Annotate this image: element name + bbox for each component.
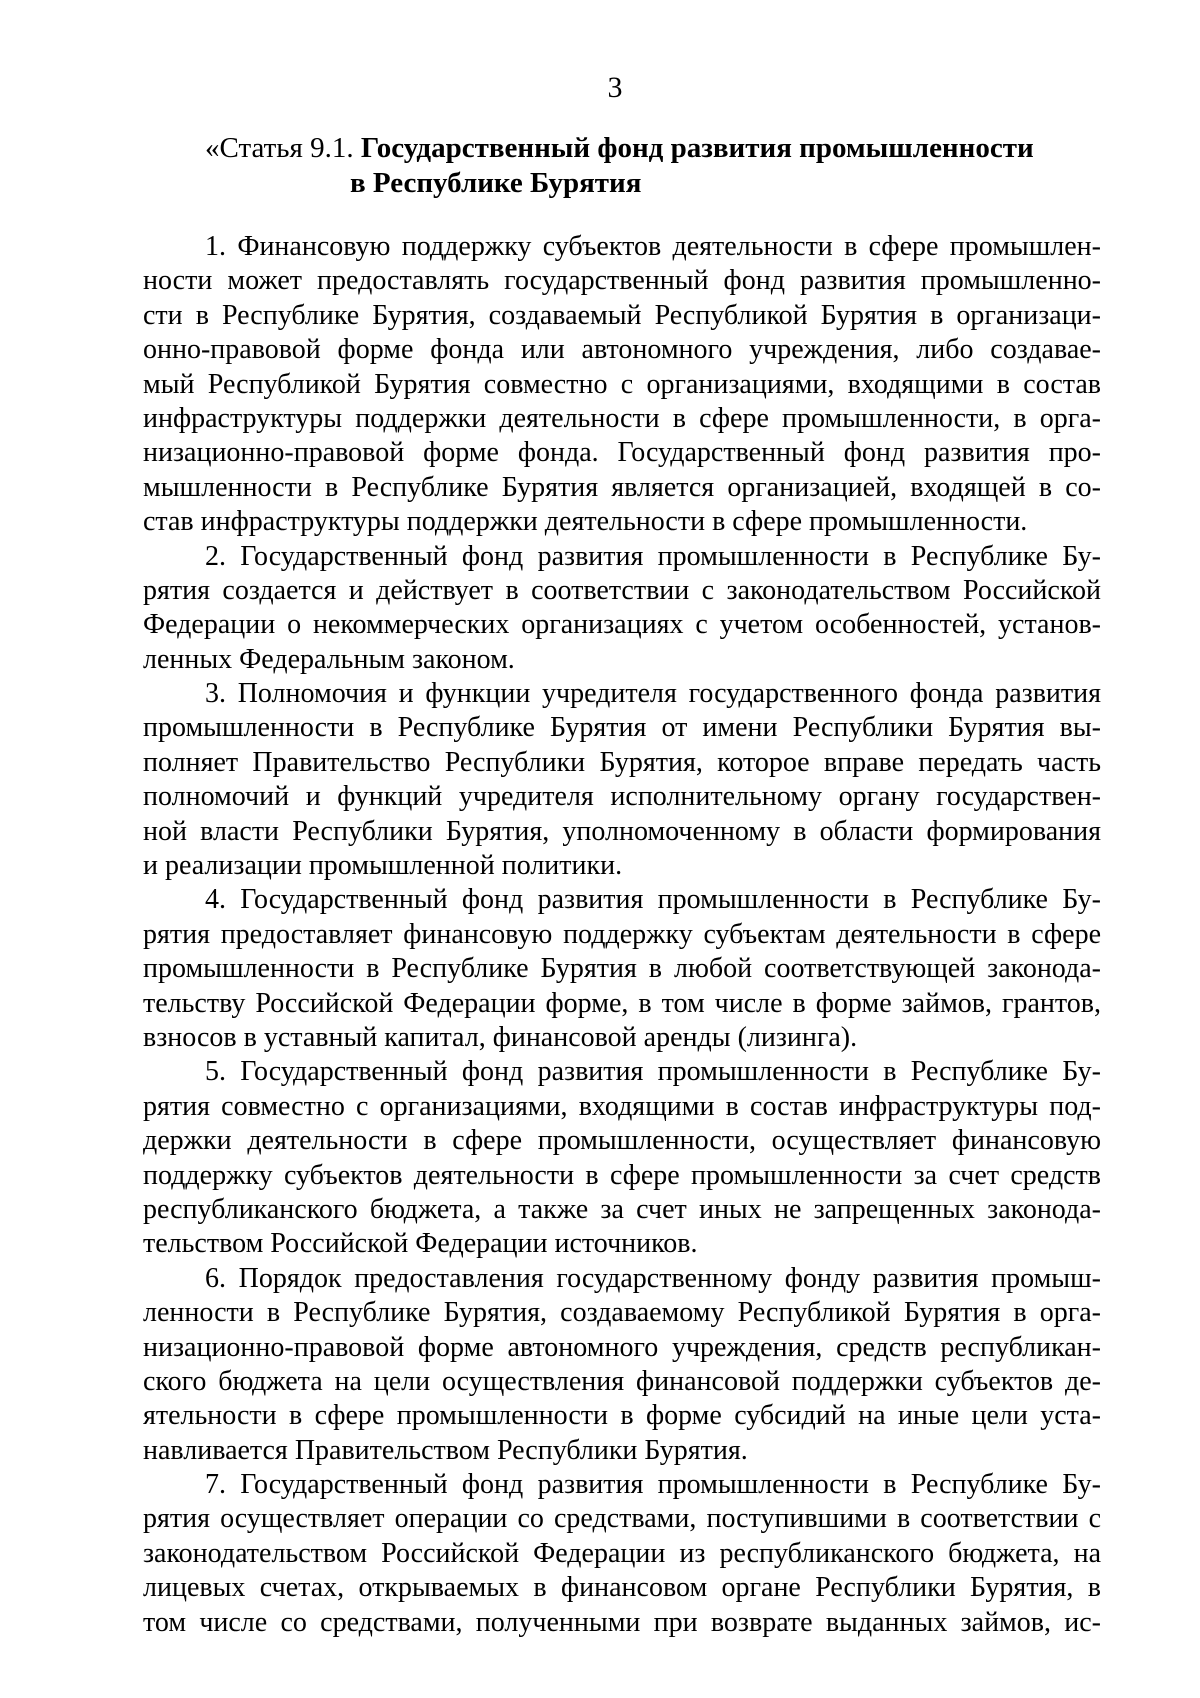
article-heading [205, 131, 1105, 201]
paragraph-line: рятия осуществляет операции со средствами, поступившими в соответствии с [143, 1503, 1101, 1535]
paragraph-line: законодательством Российской Федерации из республиканского бюджета, на [143, 1537, 1101, 1569]
paragraph-line: сти в Республике Бурятия, создаваемый Республикой Бурятия в организаци- [143, 299, 1101, 331]
paragraph-6 [143, 1262, 1101, 1468]
paragraph-line: 6. Порядок предоставления государственному фонду развития промыш- [205, 1262, 1101, 1294]
paragraph-line: 4. Государственный фонд развития промышленности в Республике Бу- [205, 884, 1101, 916]
paragraph-line: республиканского бюджета, а также за счет иных не запрещенных законода- [143, 1193, 1101, 1225]
article-prefix: «Статья 9.1. [205, 132, 361, 164]
article-title-line1: Государственный фонд развития промышленности [360, 132, 1034, 164]
article-title-line2: в Республике Бурятия [350, 167, 642, 199]
paragraph-line: Федерации о некоммерческих организациях с учетом особенностей, установ- [143, 609, 1101, 641]
paragraph-line: тельством Российской Федерации источников. [143, 1228, 698, 1260]
paragraph-line: ной власти Республики Бурятия, уполномоченному в области формирования [143, 815, 1101, 847]
article-body [143, 230, 1101, 1640]
paragraph-line: том числе со средствами, полученными при возврате выданных займов, ис- [143, 1606, 1101, 1638]
paragraph-line: рятия создается и действует в соответствии с законодательством Российской [143, 574, 1101, 606]
paragraph-line: рятия совместно с организациями, входящими в состав инфраструктуры под- [143, 1090, 1101, 1122]
paragraph-2 [143, 540, 1101, 678]
paragraph-line: полняет Правительство Республики Бурятия, которое вправе передать часть [143, 746, 1101, 778]
paragraph-line: ятельности в сфере промышленности в форме субсидий на иные цели уста- [143, 1400, 1101, 1432]
paragraph-line: ленности в Республике Бурятия, создаваемому Республикой Бурятия в орга- [143, 1297, 1101, 1329]
paragraph-line: рятия предоставляет финансовую поддержку субъектам деятельности в сфере [143, 918, 1101, 950]
paragraph-line: мый Республикой Бурятия совместно с организациями, входящими в состав [143, 368, 1101, 400]
paragraph-line: ности может предоставлять государственный фонд развития промышленно- [143, 265, 1101, 297]
paragraph-line: ского бюджета на цели осуществления финансовой поддержки субъектов де- [143, 1365, 1101, 1397]
paragraph-4 [143, 883, 1101, 1055]
paragraph-line: 5. Государственный фонд развития промышленности в Республике Бу- [205, 1056, 1101, 1088]
paragraph-line: поддержку субъектов деятельности в сфере промышленности за счет средств [143, 1159, 1101, 1191]
paragraph-line: промышленности в Республике Бурятия в любой соответствующей законода- [143, 953, 1101, 985]
paragraph-line: 2. Государственный фонд развития промышленности в Республике Бу- [205, 540, 1101, 572]
paragraph-line: ленных Федеральным законом. [143, 643, 515, 675]
paragraph-line: мышленности в Республике Бурятия является организацией, входящей в со- [143, 471, 1101, 503]
paragraph-line: инфраструктуры поддержки деятельности в сфере промышленности, в орга- [143, 402, 1101, 434]
page-number: 3 [607, 71, 623, 104]
paragraph-line: тельству Российской Федерации форме, в том числе в форме займов, грантов, [143, 987, 1101, 1019]
paragraph-line: и реализации промышленной политики. [143, 850, 623, 882]
paragraph-5 [143, 1055, 1101, 1261]
paragraph-line: лицевых счетах, открываемых в финансовом органе Республики Бурятия, в [143, 1572, 1101, 1604]
paragraph-line: низационно-правовой форме автономного учреждения, средств республикан- [143, 1331, 1101, 1363]
paragraph-3 [143, 677, 1101, 883]
paragraph-line: 3. Полномочия и функции учредителя государственного фонда развития [205, 678, 1101, 710]
paragraph-line: полномочий и функций учредителя исполнительному органу государствен- [143, 781, 1101, 813]
paragraph-line: став инфраструктуры поддержки деятельности в сфере промышленности. [143, 506, 1028, 538]
paragraph-7 [143, 1468, 1101, 1640]
paragraph-line: промышленности в Республике Бурятия от имени Республики Бурятия вы- [143, 712, 1101, 744]
paragraph-line: держки деятельности в сфере промышленности, осуществляет финансовую [143, 1125, 1101, 1157]
paragraph-1 [143, 230, 1101, 540]
paragraph-line: взносов в уставный капитал, финансовой аренды (лизинга). [143, 1021, 858, 1053]
paragraph-line: 1. Финансовую поддержку субъектов деятельности в сфере промышлен- [205, 231, 1101, 262]
paragraph-line: навливается Правительством Республики Бурятия. [143, 1434, 748, 1466]
paragraph-line: низационно-правовой форме фонда. Государственный фонд развития про- [143, 437, 1101, 469]
paragraph-line: онно-правовой форме фонда или автономного учреждения, либо создавае- [143, 334, 1101, 366]
paragraph-line: 7. Государственный фонд развития промышленности в Республике Бу- [205, 1469, 1101, 1501]
